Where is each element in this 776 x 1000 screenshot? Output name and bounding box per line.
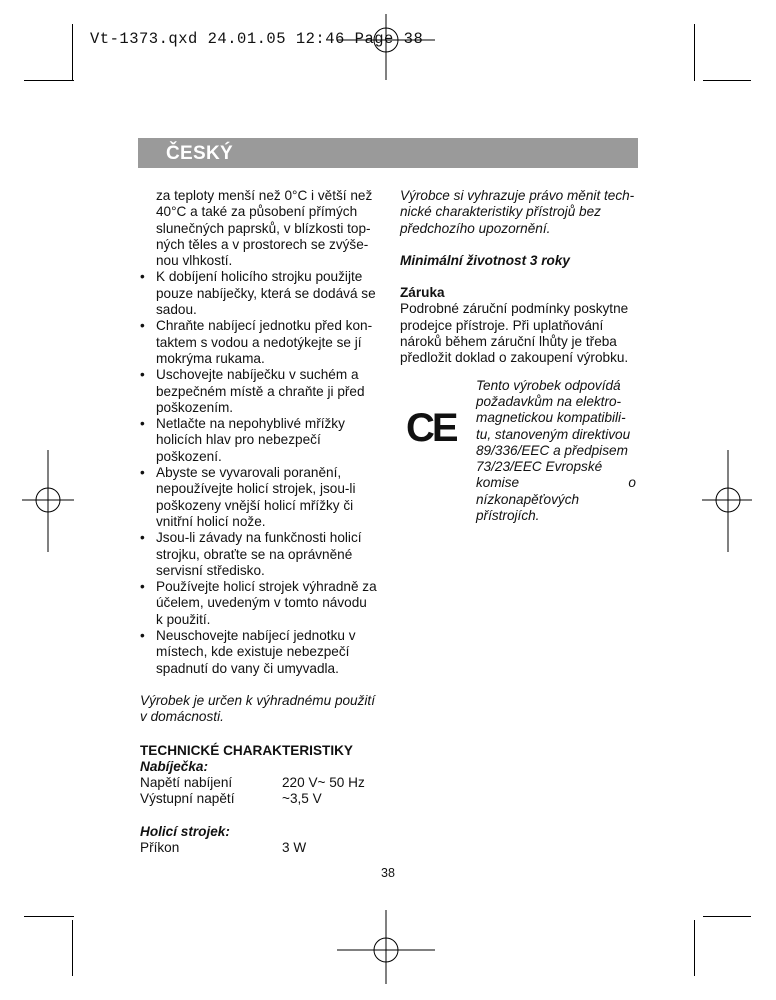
spec-value: ~3,5 V (282, 791, 322, 807)
spec-row (140, 775, 378, 791)
bullet-item: • Používejte holicí strojek výhradně za účelem, uvedeným v tomto návodu k použití. (140, 579, 377, 627)
left-column (140, 188, 378, 856)
spec-label: Příkon (140, 839, 180, 855)
spec-label: Výstupní napětí (140, 791, 235, 807)
bullet-item: • Neuschovejte nabíjecí jednotku v místech, kde existuje nebezpečí spadnutí do vany či umyvadla. (140, 628, 356, 676)
bullet-item: • Netlačte na nepohyblivé mřížky holicích hlav pro nebezpečí poškození. (140, 416, 345, 464)
language-header-bar (138, 138, 638, 168)
spec-value: 3 W (282, 839, 307, 855)
warranty-heading: Záruka (400, 285, 445, 301)
charger-heading: Nabíječka: (140, 758, 209, 774)
ce-mark-icon: CE (406, 405, 456, 450)
intro-paragraph: za teploty menší než 0°C i větší než 40°C a také za působení přímých slunečných paprsků, v blízkosti top- ných těles a v prostorech se zvýše- nou vlhkostí. (156, 188, 373, 269)
ce-section (400, 378, 636, 525)
household-use-note: Výrobek je určen k výhradnému použití v domácnosti. (140, 692, 375, 725)
lifetime-note: Minimální životnost 3 roky (400, 252, 570, 268)
bullet-item: • Uschovejte nabíječku v suchém a bezpečném místě a chraňte ji před poškozením. (140, 367, 365, 415)
spec-row (140, 791, 378, 807)
spec-title: TECHNICKÉ CHARAKTERISTIKY (140, 742, 353, 758)
bullet-item: • Abyste se vyvarovali poranění, nepoužívejte holicí strojek, jsou-li poškozeny vnější holicí mřížky či vnitřní holicí nože. (140, 465, 356, 529)
language-title: ČESKÝ (166, 143, 233, 164)
disclaimer-paragraph: Výrobce si vyhrazuje právo měnit tech- nické charakteristiky přístrojů bez předchozího upozornění. (400, 188, 635, 236)
bullet-item: • K dobíjení holicího strojku použijte pouze nabíječky, která se dodává se sadou. (140, 269, 376, 318)
bullet-item: • Jsou-li závady na funkčnosti holicí strojku, obraťte se na oprávněné servisní středisko. (140, 530, 362, 578)
warranty-paragraph: Podrobné záruční podmínky poskytne prodejce přístroje. Při uplatňování nároků během záruční lhůty je třeba předložit doklad o zakoupení výrobku. (400, 301, 629, 366)
right-column (400, 188, 636, 524)
spec-row (140, 840, 378, 856)
ce-compliance-text: Tento výrobek odpovídá požadavkům na elektro- magnetickou kompatibili- tu, stanoveným direktivou 89/336/EEC a předpisem 73/23/EEC Evropské komise o nízkonapěťových přístrojích. (476, 377, 636, 524)
bullet-item: • Chraňte nabíjecí jednotku před kon- taktem s vodou a nedotýkejte se jí mokrýma rukama. (140, 318, 373, 366)
page-number: 38 (381, 866, 395, 880)
spec-label: Napětí nabíjení (140, 775, 233, 791)
spec-value: 220 V~ 50 Hz (282, 775, 365, 791)
file-slug: Vt-1373.qxd 24.01.05 12:46 Page 38 (90, 30, 424, 48)
shaver-heading: Holicí strojek: (140, 823, 230, 839)
